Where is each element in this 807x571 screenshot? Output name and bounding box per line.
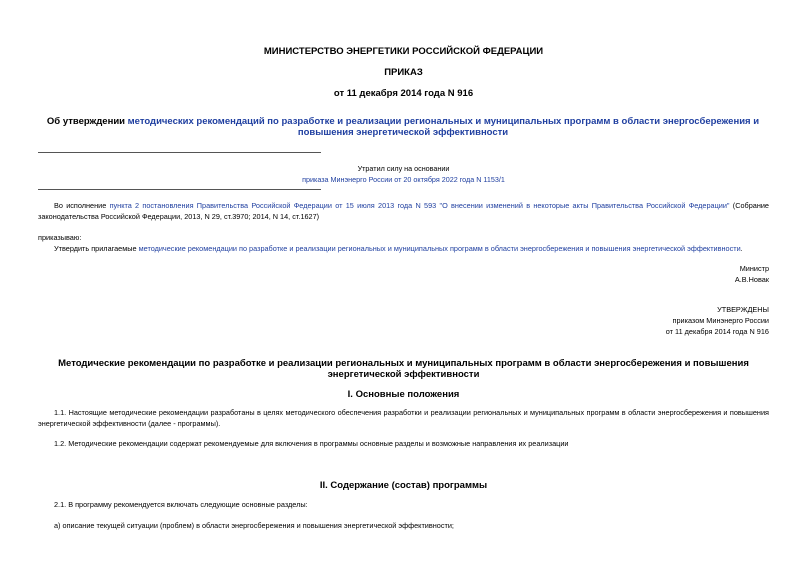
approve-link[interactable]: методические рекомендации по разработке и реализации региональных и муниципальных программ в области энергосбережения и повышения энергетической эффективности	[138, 244, 741, 253]
appendix-title: Методические рекомендации по разработке и реализации региональных и муниципальных программ в области энергосбережения и повышения энергетической эффективности	[58, 358, 749, 380]
preamble-tail: (Собрание законодательства Российской Федерации, 2013, N 29, ст.3970; 2014, N 14, ст.1627)	[38, 201, 769, 221]
title-prefix: Об утверждении	[46, 116, 126, 127]
signature-name: А.В.Новак	[734, 275, 769, 284]
approval-line2: приказом Минэнерго России	[672, 316, 769, 325]
preamble-link[interactable]: пункта 2 постановления Правительства Российской Федерации от 15 июля 2013 года N 593 "О внесении изменений в некоторые акты Правительства Российской Федерации"	[109, 201, 730, 210]
repeal-order-link[interactable]: приказа Минэнерго России от 20 октября 2022 года N 1153/1	[302, 175, 505, 184]
preamble-lead: Во исполнение	[54, 201, 107, 210]
ministry-heading: МИНИСТЕРСТВО ЭНЕРГЕТИКИ РОССИЙСКОЙ ФЕДЕРАЦИИ	[263, 46, 544, 57]
status-note-line2	[0, 175, 807, 186]
approval-line1: УТВЕРЖДЕНЫ	[717, 305, 769, 314]
signature-position: Министр	[739, 264, 769, 273]
divider-bottom	[38, 189, 321, 190]
approval-line3: от 11 декабря 2014 года N 916	[665, 327, 769, 336]
paragraph-2-1: 2.1. В программу рекомендуется включать следующие основные разделы:	[54, 500, 308, 509]
title-link[interactable]: методических рекомендаций по разработке и реализации региональных и муниципальных программ в области энергосбережения и повышения энергетической эффективности	[127, 116, 760, 138]
paragraph-1-2: 1.2. Методические рекомендации содержат рекомендуемые для включения в программы основные разделы и возможные направления их реализации	[54, 439, 569, 448]
order-word: приказываю:	[38, 233, 82, 242]
approve-lead: Утвердить прилагаемые	[54, 244, 137, 253]
approve-paragraph	[54, 244, 769, 255]
preamble-paragraph	[38, 201, 769, 222]
paragraph-1-1: 1.1. Настоящие методические рекомендации разработаны в целях методического обеспечения разработки и реализации региональных и муниципальных программ в области энергосбережения и повышения энергетической эффективности (далее - программы).	[38, 408, 769, 428]
section2-title: II. Содержание (состав) программы	[319, 480, 488, 491]
status-note-line1: Утратил силу на основании	[357, 164, 450, 173]
section1-title: I. Основные положения	[347, 389, 460, 400]
divider-top	[38, 152, 321, 153]
paragraph-2-a: а) описание текущей ситуации (проблем) в области энергосбережения и повышения энергетической эффективности;	[54, 521, 454, 530]
doc-type-heading: ПРИКАЗ	[384, 67, 423, 78]
doc-date-heading: от 11 декабря 2014 года N 916	[333, 88, 474, 99]
document-title	[38, 116, 768, 138]
approve-end: .	[740, 244, 743, 253]
